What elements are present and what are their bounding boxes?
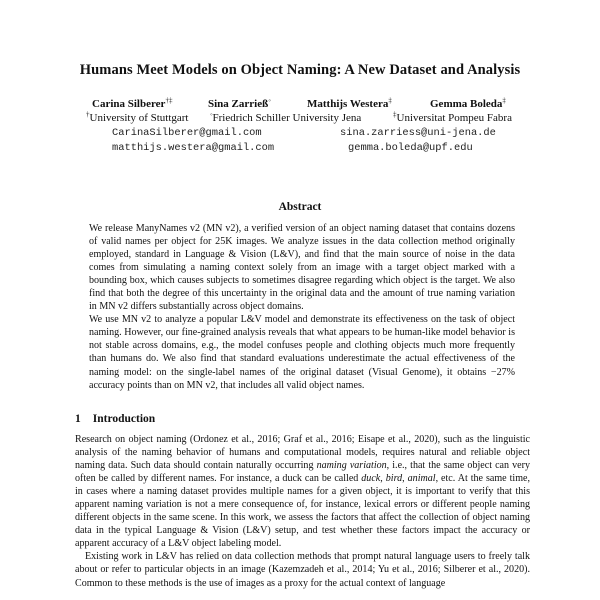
intro-example: bird — [385, 473, 403, 485]
affiliation-mark: ‡ — [393, 110, 397, 119]
intro-text: , etc. At the same time, in cases where a naming dataset provides multiple names for a given object, it is important to verify that this apparent naming variation is not a mere consequence of, for instance, lexical errors or different people naming different objects in the same scene. In this work, we assess the factors that affect the collection of object naming data in the typical Language & Vision (L&V) setup, and test whether these factors impact the accuracy or apparent accuracy of a L&V object labeling model. — [75, 473, 530, 550]
author-name: Gemma Boleda — [430, 98, 503, 110]
author-4 — [430, 98, 506, 110]
abstract-body — [89, 222, 515, 392]
author-name: Sina Zarrieß — [208, 98, 269, 110]
intro-paragraph-2: Existing work in L&V has relied on data collection methods that prompt natural language users to freely talk about or refer to particular objects in an image (Kazemzadeh et al., 2014; Yu et al., 2016; Silberer et al., 2020). Common to these methods is the use of images as a proxy for the actual context of language — [75, 551, 530, 589]
intro-term: naming variation — [316, 460, 387, 472]
email-silberer[interactable]: CarinaSilberer@gmail.com — [112, 127, 262, 139]
author-name: Matthijs Westera — [307, 98, 389, 110]
author-marks: ‡ — [388, 96, 392, 105]
affiliation-3 — [393, 112, 512, 124]
author-marks: ◦ — [268, 96, 271, 105]
author-3 — [307, 98, 392, 110]
affiliation-mark: ◦ — [210, 110, 213, 119]
email-zarriess[interactable]: sina.zarriess@uni-jena.de — [340, 127, 496, 139]
intro-example: animal — [407, 473, 436, 485]
affiliation-text: Friedrich Schiller University Jena — [212, 112, 362, 124]
intro-example: duck — [361, 473, 381, 485]
intro-paragraph-1 — [75, 433, 530, 550]
author-marks: †‡ — [165, 96, 173, 105]
affiliation-2 — [210, 112, 361, 124]
author-marks: ‡ — [502, 96, 506, 105]
author-name: Carina Silberer — [92, 98, 166, 110]
abstract-paragraph-1: We release ManyNames v2 (MN v2), a verified version of an object naming dataset that contains dozens of valid names per object for 25K images. We analyze issues in the data collection method originally employed, standard in Language & Vision (L&V), and find that the main source of noise in the data comes from simulating a naming context solely from an image with a target object marked with a bounding box, which causes subjects to sometimes disagree regarding which object is the target. We also find that both the degree of this uncertainty in the original data and the amount of true naming variation in MN v2 differs substantially across object domains. — [89, 223, 515, 313]
intro-text: , — [380, 473, 386, 485]
affiliation-text: Universitat Pompeu Fabra — [396, 112, 512, 124]
email-westera[interactable]: matthijs.westera@gmail.com — [112, 142, 275, 154]
author-1 — [92, 98, 172, 110]
email-boleda[interactable]: gemma.boleda@upf.edu — [348, 142, 473, 154]
abstract-heading: Abstract — [278, 201, 322, 213]
intro-text: Research on object naming (Ordonez et al., 2016; Graf et al., 2016; Eisape et al., 2020), such as the linguistic analysis of the naming behavior of humans and computational models, requires natural and reliable object naming data. Such data should contain naturally occurring — [75, 434, 530, 472]
author-list — [0, 98, 600, 112]
affiliation-text: University of Stuttgart — [89, 112, 189, 124]
affiliation-1 — [86, 112, 189, 124]
introduction-body — [75, 433, 530, 590]
paper-title: Humans Meet Models on Object Naming: A New Dataset and Analysis — [79, 62, 521, 78]
section-title: Introduction — [92, 413, 156, 425]
intro-text: , — [402, 473, 408, 485]
author-2 — [208, 98, 271, 110]
abstract-paragraph-2: We use MN v2 to analyze a popular L&V model and demonstrate its effectiveness on the task of object naming. However, our fine-grained analysis reveals that what appears to be human-like model behavior is not stable across domains, e.g., the model confuses people and clothing objects much more frequently than humans do. We also find that standard evaluations underestimate the actual effectiveness of the naming model: on the single-label names of the original dataset (Visual Genome), it obtains −27% accuracy points than on MN v2, that includes all valid object names. — [89, 314, 515, 391]
section-number: 1 — [75, 413, 81, 425]
affiliation-mark: † — [86, 110, 90, 119]
intro-text: , i.e., that the same object can very often be called by different names. For instance, a duck can be called — [75, 460, 530, 485]
section-heading-introduction — [75, 413, 155, 425]
